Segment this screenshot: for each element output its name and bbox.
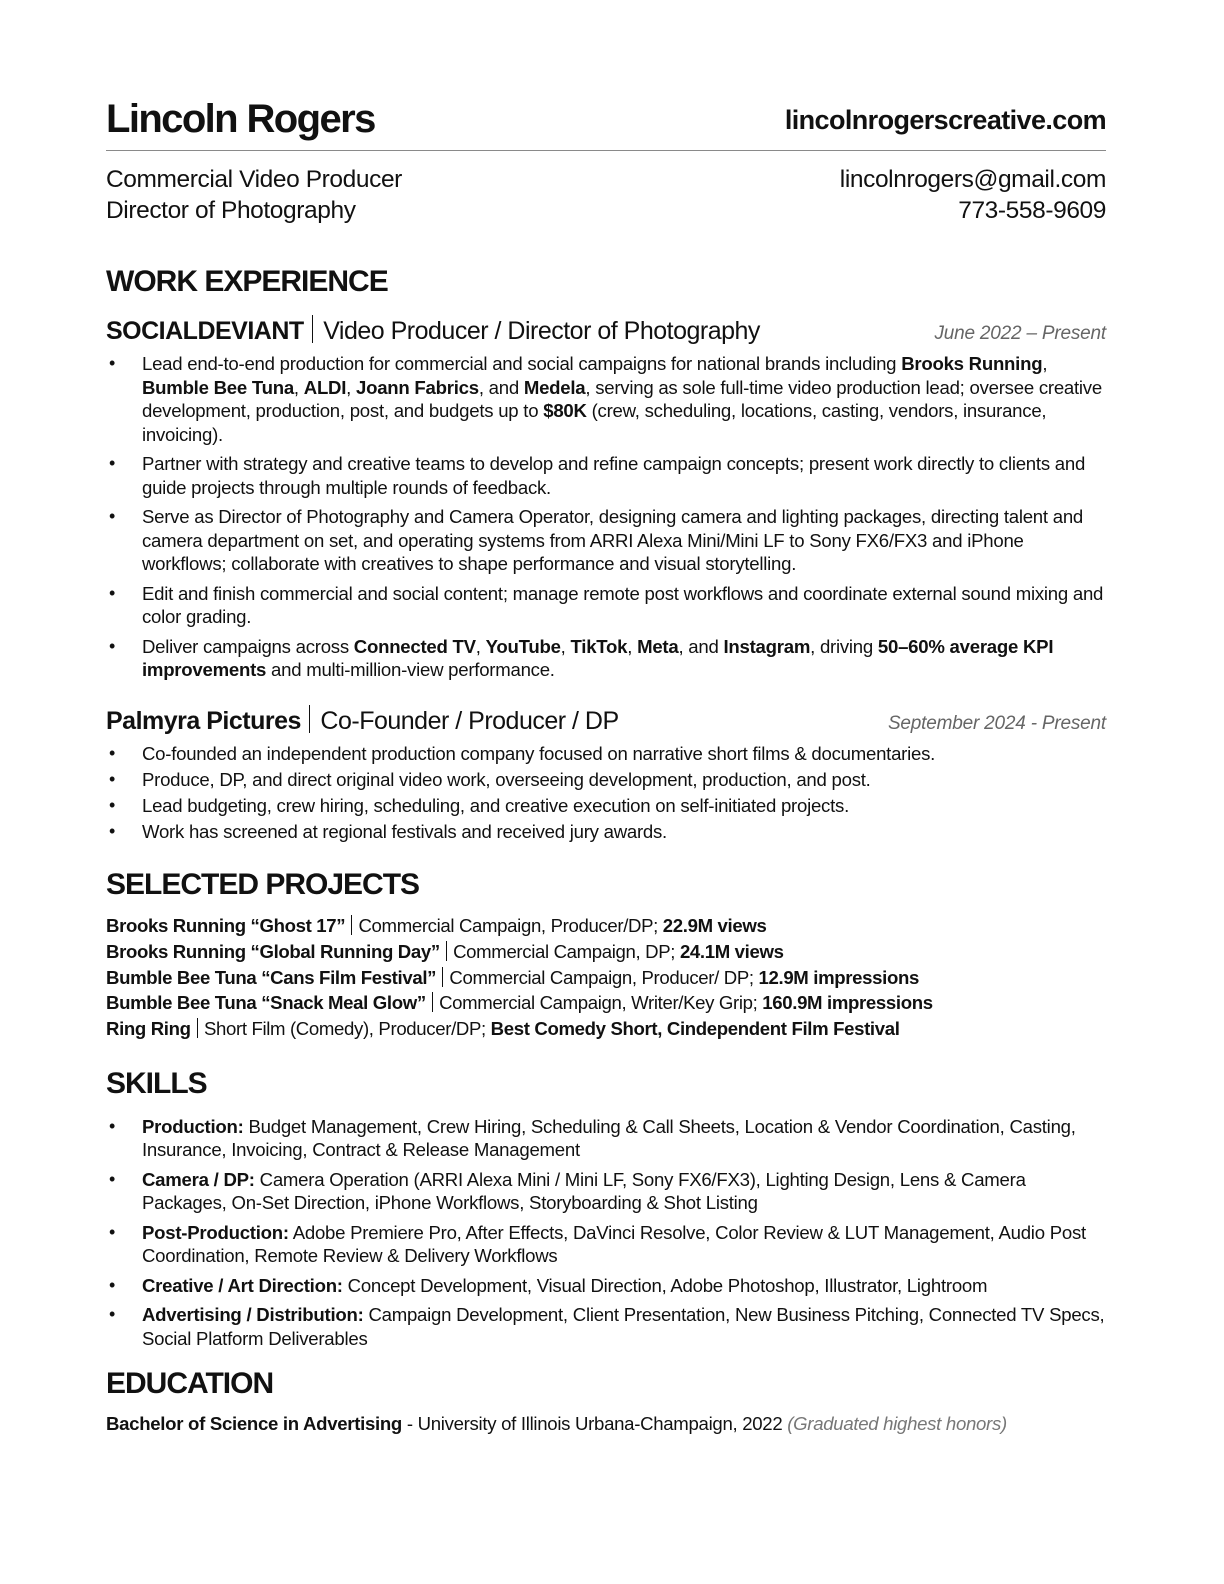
job-bullets [106, 352, 1106, 682]
project-title: Brooks Running “Global Running Day” [106, 940, 440, 962]
skill-item [106, 1303, 1106, 1350]
job-title-line [106, 705, 619, 737]
job-bullet [106, 635, 1106, 682]
divider [312, 315, 314, 343]
projects-list [106, 913, 1106, 1042]
job-bullet [106, 768, 1106, 792]
text-run: Serve as Director of Photography and Camera Operator, designing camera and lighting packages, directing talent and camera department on set, and operating systems from ARRI Alexa Mini/Mini LF to Sony FX6/FX3 and iPhone workflows; collaborate with creatives to shape performance and visual storytelling. [142, 506, 1084, 574]
project-title: Bumble Bee Tuna “Snack Meal Glow” [106, 992, 426, 1014]
job-role: Video Producer / Director of Photography [323, 317, 760, 345]
skill-item [106, 1168, 1106, 1215]
section-title-skills: SKILLS [106, 1066, 207, 1100]
job-bullet [106, 582, 1106, 629]
text-run: (crew, scheduling, locations, casting, vendors, insurance, invoicing). [142, 400, 1047, 445]
job-bullets [106, 742, 1106, 844]
company-name: SOCIALDEVIANT [106, 317, 304, 345]
skills-list [106, 1115, 1106, 1351]
job-header [106, 705, 1106, 740]
school: - University of Illinois Urbana-Champaign, 2022 [402, 1413, 788, 1435]
text-run: Co-founded an independent production company focused on narrative short films & documentaries. [142, 742, 936, 764]
section-title-education: EDUCATION [106, 1367, 274, 1401]
bold-text: YouTube [485, 635, 561, 657]
text-run: and multi-million-view performance. [266, 659, 555, 680]
contact-block [106, 164, 1106, 226]
bold-text: 50–60% average KPI improvements [142, 635, 1054, 680]
company-name: Palmyra Pictures [106, 706, 301, 735]
skill-item [106, 1115, 1106, 1162]
text-run: Lead budgeting, crew hiring, scheduling, and creative execution on self-initiated projects. [142, 794, 849, 816]
project-result: 12.9M impressions [758, 966, 919, 988]
section-title-selected-projects: SELECTED PROJECTS [106, 868, 420, 901]
skill-list: Campaign Development, Client Presentation, New Business Pitching, Connected TV Specs, Social Platform Deliverables [142, 1304, 1105, 1349]
project-title: Ring Ring [106, 1018, 191, 1040]
divider [432, 992, 433, 1012]
project-item [106, 990, 1106, 1016]
text-run: , [475, 635, 486, 657]
text-run: , and [678, 635, 724, 657]
skill-category: Advertising / Distribution: [142, 1304, 364, 1326]
bold-text: Meta [637, 635, 679, 657]
project-title: Brooks Running “Ghost 17” [106, 915, 346, 936]
divider [197, 1018, 198, 1038]
project-description: Short Film (Comedy), Producer/DP; [203, 1018, 491, 1040]
email-link[interactable]: lincolnrogers@gmail.com [839, 166, 1106, 193]
bold-text: Brooks Running [901, 353, 1043, 374]
divider [351, 915, 352, 935]
skill-category: Production: [142, 1115, 244, 1137]
education-entry [106, 1412, 1106, 1436]
phone-number[interactable]: 773-558-9609 [958, 197, 1106, 224]
project-result: 160.9M impressions [762, 992, 933, 1014]
job-dates: June 2022 – Present [934, 323, 1106, 344]
text-run: Produce, DP, and direct original video work, overseeing development, production, and post. [142, 768, 871, 790]
text-run: , and [478, 376, 524, 398]
text-run: Edit and finish commercial and social content; manage remote post workflows and coordinate external sound mixing and color grading. [142, 582, 1104, 627]
text-run: , [1042, 353, 1048, 374]
project-description: Commercial Campaign, Producer/DP; [358, 915, 663, 936]
text-run: , serving as sole full-time video production lead; oversee creative development, production, post, and budgets up to [142, 376, 1102, 421]
divider [442, 967, 443, 987]
job-title-line [106, 315, 760, 347]
job-bullet [106, 794, 1106, 818]
text-run: Partner with strategy and creative teams to develop and refine campaign concepts; present work directly to clients and guide projects through multiple rounds of feedback. [142, 453, 1086, 498]
skill-list: Budget Management, Crew Hiring, Scheduling & Call Sheets, Location & Vendor Coordination, Casting, Insurance, Invoicing, Contract & Release Management [142, 1115, 1076, 1161]
job-bullet [106, 505, 1106, 576]
text-run: , [293, 376, 304, 398]
job-bullet [106, 742, 1106, 766]
skill-category: Post-Production: [142, 1221, 289, 1243]
skill-item [106, 1274, 1106, 1298]
text-run: Lead end-to-end production for commercial and social campaigns for national brands including [142, 353, 902, 374]
bold-text: TikTok [570, 635, 628, 657]
skill-item [106, 1221, 1106, 1268]
job-role: Co-Founder / Producer / DP [320, 706, 619, 735]
job-bullet [106, 452, 1106, 499]
contact-info [840, 164, 1106, 226]
job-dates: September 2024 - Present [887, 712, 1106, 734]
bold-text: ALDI [303, 376, 347, 398]
title-line: Director of Photography [106, 197, 356, 224]
bold-text: Connected TV [353, 635, 476, 657]
skill-list: Adobe Premiere Pro, After Effects, DaVinci Resolve, Color Review & LUT Management, Audio Post Coordination, Remote Review & Delivery Workflows [142, 1221, 1086, 1267]
text-run: , [346, 376, 356, 398]
divider [446, 941, 447, 961]
title-line: Commercial Video Producer [106, 166, 402, 193]
skill-list: Camera Operation (ARRI Alexa Mini / Mini LF, Sony FX6/FX3), Lighting Design, Lens & Camera Packages, On-Set Direction, iPhone Workflows, Storyboarding & Shot Listing [142, 1168, 1026, 1214]
skill-list: Concept Development, Visual Direction, Adobe Photoshop, Illustrator, Lightroom [342, 1274, 988, 1296]
bold-text: Instagram [723, 635, 811, 657]
bold-text: Bumble Bee Tuna [142, 376, 294, 398]
job-entry [106, 705, 1106, 844]
project-description: Commercial Campaign, Writer/Key Grip; [439, 992, 763, 1014]
project-description: Commercial Campaign, Producer/ DP; [449, 966, 759, 988]
text-run: , driving [810, 635, 878, 657]
website-link[interactable]: lincolnrogerscreative.com [784, 105, 1106, 135]
project-item [106, 939, 1106, 965]
bold-text: $80K [543, 400, 587, 421]
project-item [106, 965, 1106, 991]
divider [309, 705, 311, 733]
project-title: Bumble Bee Tuna “Cans Film Festival” [106, 966, 437, 988]
skill-category: Camera / DP: [142, 1168, 255, 1190]
job-header [106, 315, 1106, 350]
job-bullet [106, 352, 1106, 446]
job-entry [106, 315, 1106, 682]
text-run: Work has screened at regional festivals and received jury awards. [142, 820, 667, 842]
job-bullet [106, 820, 1106, 844]
skill-category: Creative / Art Direction: [142, 1274, 343, 1296]
degree: Bachelor of Science in Advertising [106, 1413, 402, 1435]
text-run: , [627, 635, 638, 657]
section-title-work-experience: WORK EXPERIENCE [106, 265, 388, 298]
text-run: , [560, 635, 571, 657]
professional-titles [106, 164, 402, 226]
bold-text: Joann Fabrics [356, 376, 479, 398]
text-run: Deliver campaigns across [142, 635, 354, 657]
honors-note: (Graduated highest honors) [787, 1413, 1007, 1435]
resume-header [106, 96, 1106, 151]
candidate-name: Lincoln Rogers [106, 97, 375, 141]
project-result: 22.9M views [662, 915, 767, 936]
project-item [106, 913, 1106, 939]
project-result: 24.1M views [679, 940, 784, 962]
project-result: Best Comedy Short, Cindependent Film Festival [490, 1018, 900, 1040]
project-description: Commercial Campaign, DP; [453, 940, 680, 962]
project-item [106, 1016, 1106, 1042]
bold-text: Medela [523, 376, 586, 398]
